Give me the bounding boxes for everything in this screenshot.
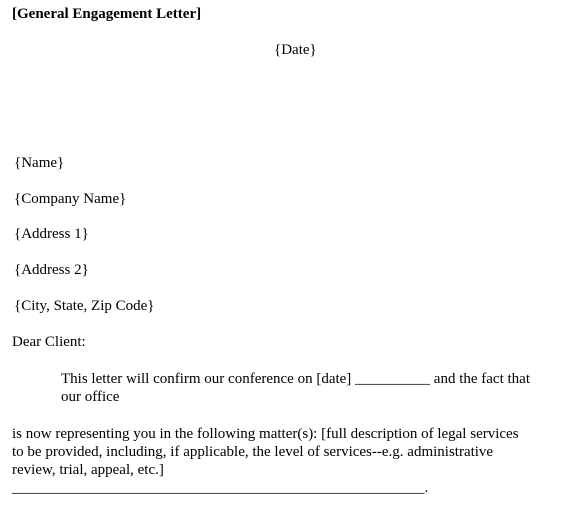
recipient-city-state-zip: {City, State, Zip Code} [14,298,155,314]
recipient-name: {Name} [14,155,65,171]
recipient-address-2: {Address 2} [14,262,89,278]
recipient-company: {Company Name} [14,191,127,207]
paragraph-2 [12,425,519,497]
date-placeholder: {Date} [274,42,317,58]
paragraph-2-line-2: to be provided, including, if applicable, the level of services--e.g. administrative [12,444,494,460]
paragraph-2-line-4: _______________________________________________________. [12,480,429,496]
paragraph-1-line-1: This letter will confirm our conference on [date] __________ and the fact that [61,371,530,387]
salutation: Dear Client: [12,334,86,350]
paragraph-2-line-3: review, trial, appeal, etc.] [12,462,164,478]
paragraph-2-line-1: is now representing you in the following matter(s): [full description of legal services [12,426,519,442]
recipient-address-1: {Address 1} [14,226,89,242]
letter-title: [General Engagement Letter] [12,6,202,22]
paragraph-1-line-2: our office [61,389,120,405]
